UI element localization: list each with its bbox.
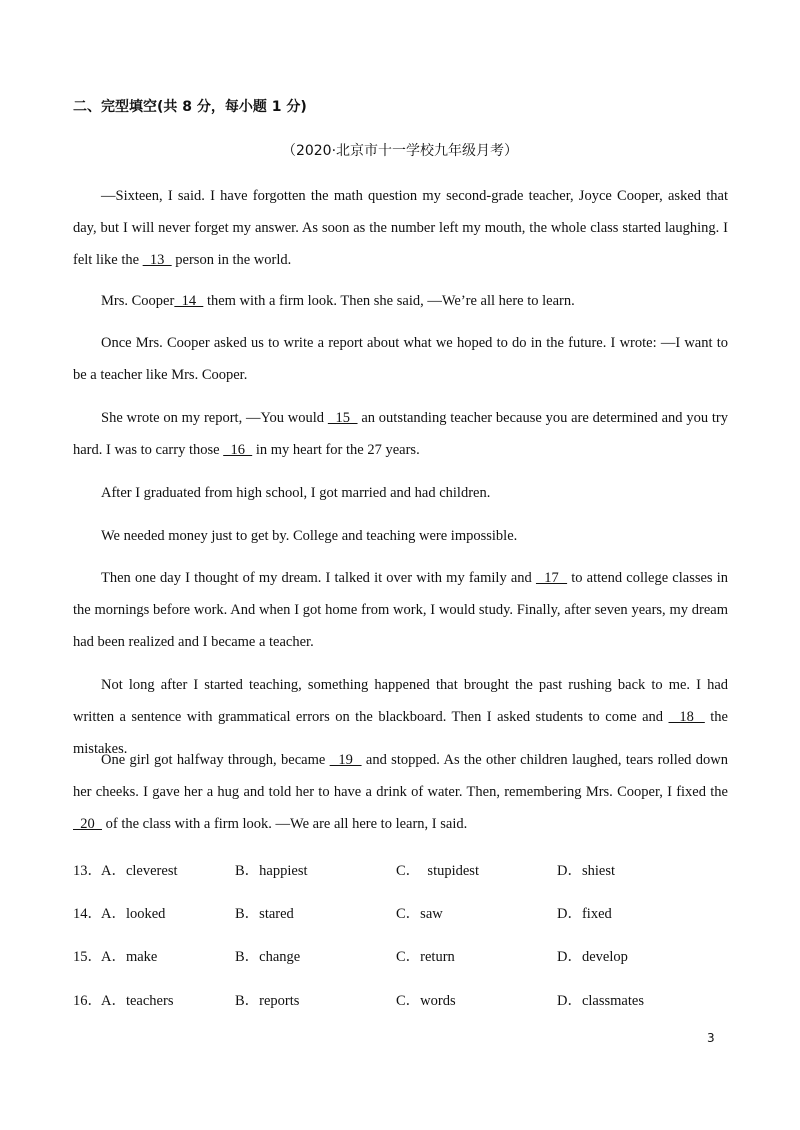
passage-paragraph: ―Sixteen, I said. I have forgotten the math question my second-grade teacher, Joyce Cooper, asked that day, but I will never forget my answer. As soon as the number left my mouth, the whole class started laughing. I felt like the 13 person in the world. [73, 188, 728, 268]
passage-paragraph: After I graduated from high school, I got married and had children. [101, 485, 491, 501]
question-number: 13． [73, 863, 102, 879]
passage-paragraph: Mrs. Cooper 14 them with a firm look. Then she said, ―We’re all here to learn. [101, 293, 575, 309]
question-options-14 [73, 902, 728, 922]
question-options-16 [73, 989, 728, 1009]
question-number: 15． [73, 949, 102, 965]
passage-paragraph: She wrote on my report, ―You would 15 an outstanding teacher because you are determined and you try hard. I was to carry those 16 in my heart for the 27 years. [73, 410, 728, 458]
option-a: A．looked [101, 906, 166, 922]
passage-paragraph: We needed money just to get by. College and teaching were impossible. [101, 528, 518, 544]
blank-13: 13 [142, 252, 172, 268]
passage-paragraph: Once Mrs. Cooper asked us to write a report about what we hoped to do in the future. I wrote: ―I want to be a teacher like Mrs. Cooper. [73, 335, 728, 383]
blank-18: 18 [668, 709, 705, 725]
source-note: （2020·北京市十一学校九年级月考） [281, 143, 519, 159]
blank-14: 14 [174, 293, 204, 309]
option-a: A．cleverest [101, 863, 178, 879]
option-c: C．words [396, 993, 456, 1009]
question-number: 14． [73, 906, 102, 922]
blank-20: 20 [73, 816, 102, 832]
option-a: A．make [101, 949, 158, 965]
blank-16: 16 [223, 442, 253, 458]
blank-19: 19 [329, 752, 362, 768]
option-d: D．develop [557, 949, 628, 965]
option-c: C． stupidest [396, 863, 479, 879]
blank-15: 15 [327, 410, 358, 426]
question-options-15 [73, 945, 728, 965]
option-c: C．saw [396, 906, 443, 922]
option-d: D．classmates [557, 993, 644, 1009]
blank-17: 17 [535, 570, 568, 586]
passage-paragraph: Then one day I thought of my dream. I talked it over with my family and 17 to attend college classes in the mornings before work. And when I got home from work, I would study. Finally, after seven years, my dream had been realized and I became a teacher. [73, 570, 728, 650]
option-d: D．fixed [557, 906, 612, 922]
option-c: C．return [396, 949, 455, 965]
option-a: A．teachers [101, 993, 174, 1009]
passage-paragraph: Not long after I started teaching, something happened that brought the past rushing back to me. I had written a sentence with grammatical errors on the blackboard. Then I asked students to come and 18 the mistakes. [73, 677, 728, 757]
question-number: 16． [73, 993, 102, 1009]
option-b: B．happiest [235, 863, 308, 879]
option-b: B．change [235, 949, 301, 965]
passage-paragraph: One girl got halfway through, became 19 and stopped. As the other children laughed, tears rolled down her cheeks. I gave her a hug and told her to have a drink of water. Then, remembering Mrs. Cooper, I fixed the 20 of the class with a firm look. ―We are all here to learn, I said. [73, 752, 728, 832]
option-d: D．shiest [557, 863, 615, 879]
section-title: 二、完型填空(共 8 分，每小题 1 分) [73, 99, 307, 115]
question-options-13 [73, 859, 728, 879]
page-number: 3 [707, 1031, 715, 1045]
option-b: B．stared [235, 906, 294, 922]
option-b: B．reports [235, 993, 300, 1009]
